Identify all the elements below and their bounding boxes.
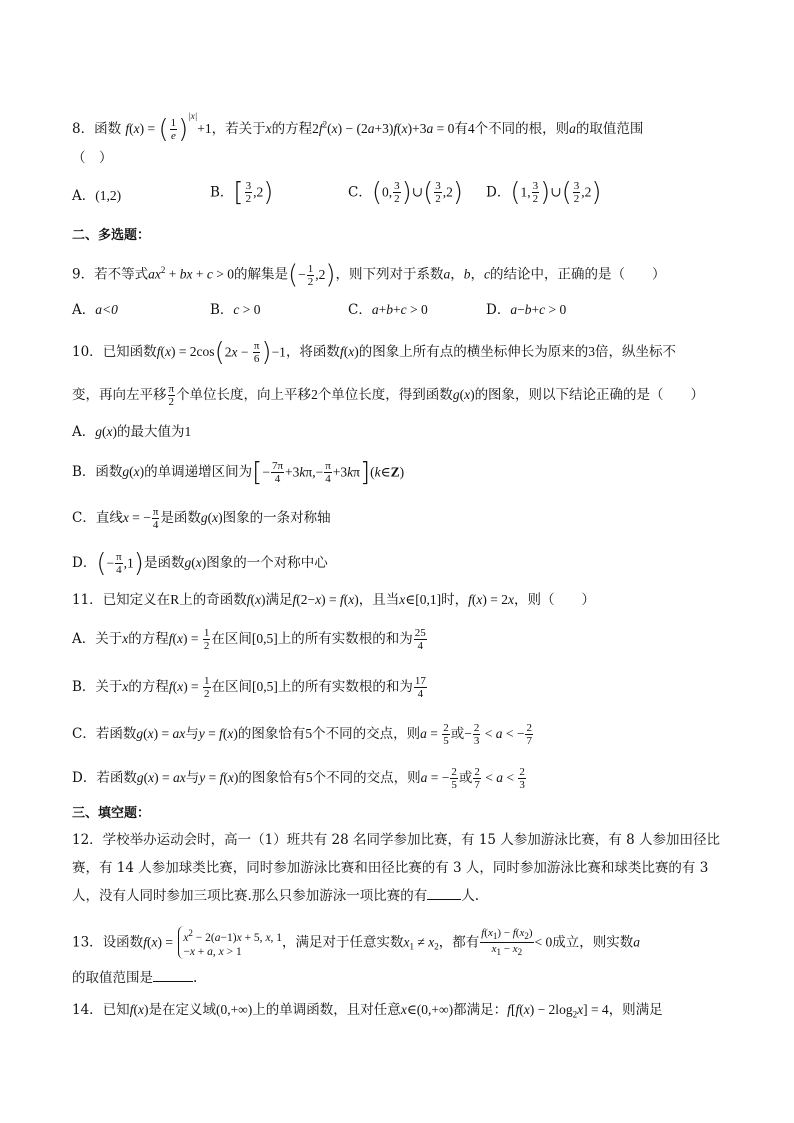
option-d: D．a−b+c > 0	[486, 302, 567, 318]
question-10-line2: 变，再向左平移 $\frac{\pi}{2}$ 个单位长度，向上平移2个单位长度，得到函数g(x)的图象，则以下结论正确的是（ ）	[72, 383, 705, 408]
question-12-line2: 赛，有 14 人参加球类比赛，同时参加游泳比赛和田径比赛的有 3 人，同时参加游泳比赛和球类比赛的有 3	[72, 860, 709, 876]
question-9-line1: 9．若不等式$ax^2$ + bx + c > 0的解集是(− $\frac{1}{2}$ ,2)，则下列对于系数a，b，c的结论中，正确的是（ ）	[72, 260, 666, 290]
option-c: C．(0, $\frac{3}{2}$ )∪( $\frac{3}{2}$ ,2)	[348, 177, 464, 208]
question-10-option-a: A．g(x)的最大值为1	[72, 424, 192, 440]
option-c: C．a+b+c > 0	[348, 302, 428, 318]
question-13-line2: 的取值范围是 .	[72, 970, 198, 986]
question-12-line3: 人，没有人同时参加三项比赛.那么只参加游泳一项比赛的有 人.	[72, 888, 480, 904]
question-11-option-a: A．关于x的方程f(x) = $\frac{1}{2}$ 在区间[0,5]上的所有实数根的和为 $\frac{25}{4}$	[72, 627, 426, 652]
question-13-line1: 13．设函数f(x) = $x^2 - 2(a-1)x + 5$, x, 1 −x + a, x > 1 ，满足对于任意实数$x_1 \ne x_2$，都有 $\frac{f(x_1) - f(x_2)}{x_1 - x_2}$ < 0成立，则实数a	[72, 926, 641, 958]
question-11-line1: 11．已知定义在R上的奇函数f(x)满足f(2−x) = f(x)，且当x∈[0,1]时，f(x) = 2x，则（ ）	[72, 592, 595, 608]
question-9-options	[72, 300, 746, 320]
answer-blank[interactable]	[153, 981, 193, 982]
question-10-option-b: B．函数g(x)的单调递增区间为[− $\frac{7\pi}{4}$ +3kπ,− $\frac{\pi}{4}$ +3kπ](k∈Z)	[72, 457, 405, 488]
question-10-option-d: D．(− $\frac{\pi}{4}$ ,1)是函数g(x)图象的一个对称中心	[72, 548, 328, 579]
section-heading: 三、填空题：	[72, 806, 151, 821]
question-10-line1: 10．已知函数f(x) = 2cos(2x − $\frac{\pi}{6}$ )−1，将函数f(x)的图象上所有点的横坐标伸长为原来的3倍，纵坐标不	[72, 337, 676, 368]
question-11-option-d: D．若函数g(x) = ax与y = f(x)的图象恰有5个不同的交点，则a = − $\frac{2}{5}$ 或 $\frac{2}{7}$ < a < $\frac{2}{3}$	[72, 766, 525, 791]
question-12-line1: 12．学校举办运动会时，高一（1）班共有 28 名同学参加比赛，有 15 人参加游泳比赛，有 8 人参加田径比	[72, 832, 720, 848]
option-d: D．(1, $\frac{3}{2}$ )∪( $\frac{3}{2}$ ,2)	[486, 177, 602, 208]
question-11-option-b: B．关于x的方程f(x) = $\frac{1}{2}$ 在区间[0,5]上的所有实数根的和为 $\frac{17}{4}$	[72, 675, 426, 700]
option-b: B．c > 0	[210, 302, 261, 318]
math-expr: f	[125, 121, 130, 136]
answer-blank[interactable]	[427, 899, 461, 900]
question-8-options	[72, 177, 746, 210]
option-b: B．[ $\frac{3}{2}$ ,2)	[210, 177, 274, 208]
question-8-line1: 8．函数 f(x) = ( $\frac{1}{e}$ )$^{|x|}$+1，若关于x的方程$2f^2(x) - (2a+3)f(x)+3a = 0$有4个不同的根，则a的取值范围	[72, 111, 644, 145]
section-heading: 二、多选题：	[72, 228, 151, 243]
option-a: A．a<0	[72, 302, 118, 318]
question-8-paren: （ ）	[72, 150, 113, 166]
option-a: A．(1,2)	[72, 188, 122, 204]
question-14-line1: 14．已知f(x)是在定义域(0,+∞)上的单调函数，且对任意x∈(0,+∞)都满足：$f[f(x) - 2\log_2x] = 4$，则满足	[72, 1002, 663, 1020]
question-10-option-c: C．直线x = − $\frac{\pi}{4}$ 是函数g(x)图象的一条对称轴	[72, 506, 331, 531]
question-number: 8．	[72, 121, 95, 137]
question-11-option-c: C．若函数g(x) = ax与y = f(x)的图象恰有5个不同的交点，则a = $\frac{2}{5}$ 或− $\frac{2}{3}$ < a < − $\frac{2}{7}$	[72, 722, 532, 747]
